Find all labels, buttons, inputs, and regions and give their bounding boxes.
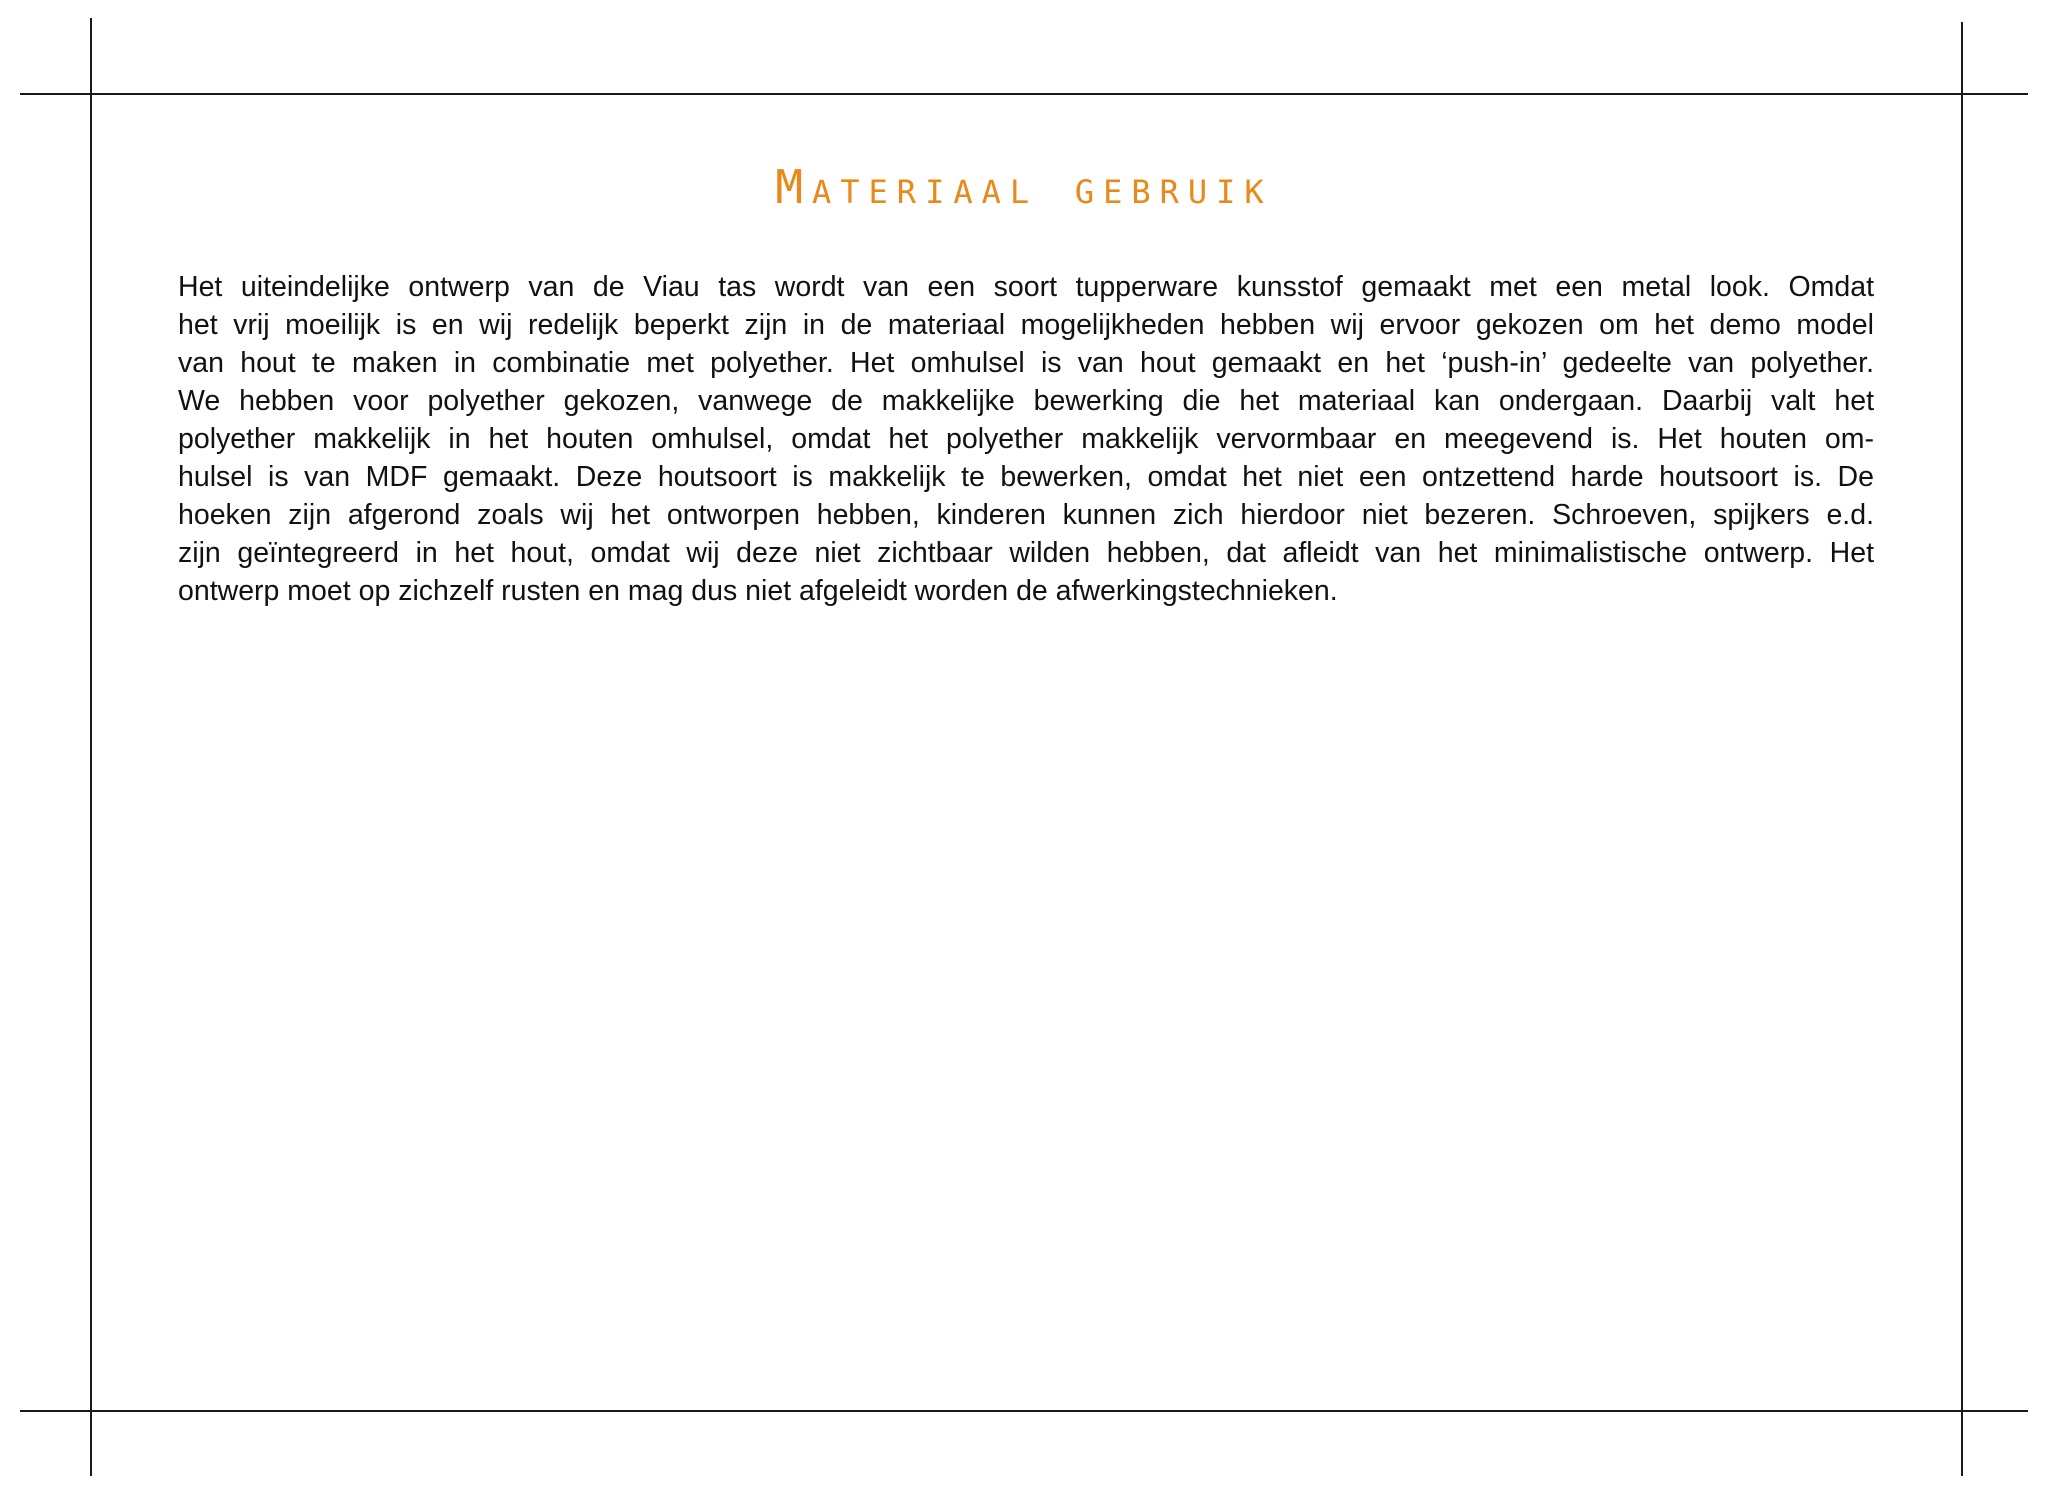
paragraph-line: het vrij moeilijk is en wij redelijk beperkt zijn in de materiaal mogelijkheden hebben wij ervoor gekozen om het demo model [178,309,1874,341]
left-rule [90,18,92,1476]
body-paragraph [178,268,1874,610]
paragraph-line: Het uiteindelijke ontwerp van de Viau tas wordt van een soort tupperware kunsstof gemaakt met een metal look. Omdat [178,271,1874,303]
paragraph-line: hoeken zijn afgerond zoals wij het ontworpen hebben, kinderen kunnen zich hierdoor niet bezeren. Schroeven, spijkers e.d. [178,499,1874,531]
right-rule [1961,22,1963,1476]
top-rule [20,93,2028,95]
paragraph-line: We hebben voor polyether gekozen, vanwege de makkelijke bewerking die het materiaal kan ondergaan. Daarbij valt het [178,385,1874,417]
paragraph-line: polyether makkelijk in het houten omhulsel, omdat het polyether makkelijk vervormbaar en meegevend is. Het houten om- [178,423,1874,455]
paragraph-line: ontwerp moet op zichzelf rusten en mag dus niet afgeleidt worden de afwerkingstechnieken. [178,575,1338,607]
paragraph-line: zijn geïntegreerd in het hout, omdat wij deze niet zichtbaar wilden hebben, dat afleidt van het minimalistische ontwerp. Het [178,537,1874,569]
page-title: Materiaal gebruik [775,160,1273,214]
paragraph-line: van hout te maken in combinatie met polyether. Het omhulsel is van hout gemaakt en het ‘push-in’ gedeelte van polyether. [178,347,1874,379]
paragraph-line: hulsel is van MDF gemaakt. Deze houtsoort is makkelijk te bewerken, omdat het niet een ontzettend harde houtsoort is. De [178,461,1874,493]
bottom-rule [20,1410,2028,1412]
